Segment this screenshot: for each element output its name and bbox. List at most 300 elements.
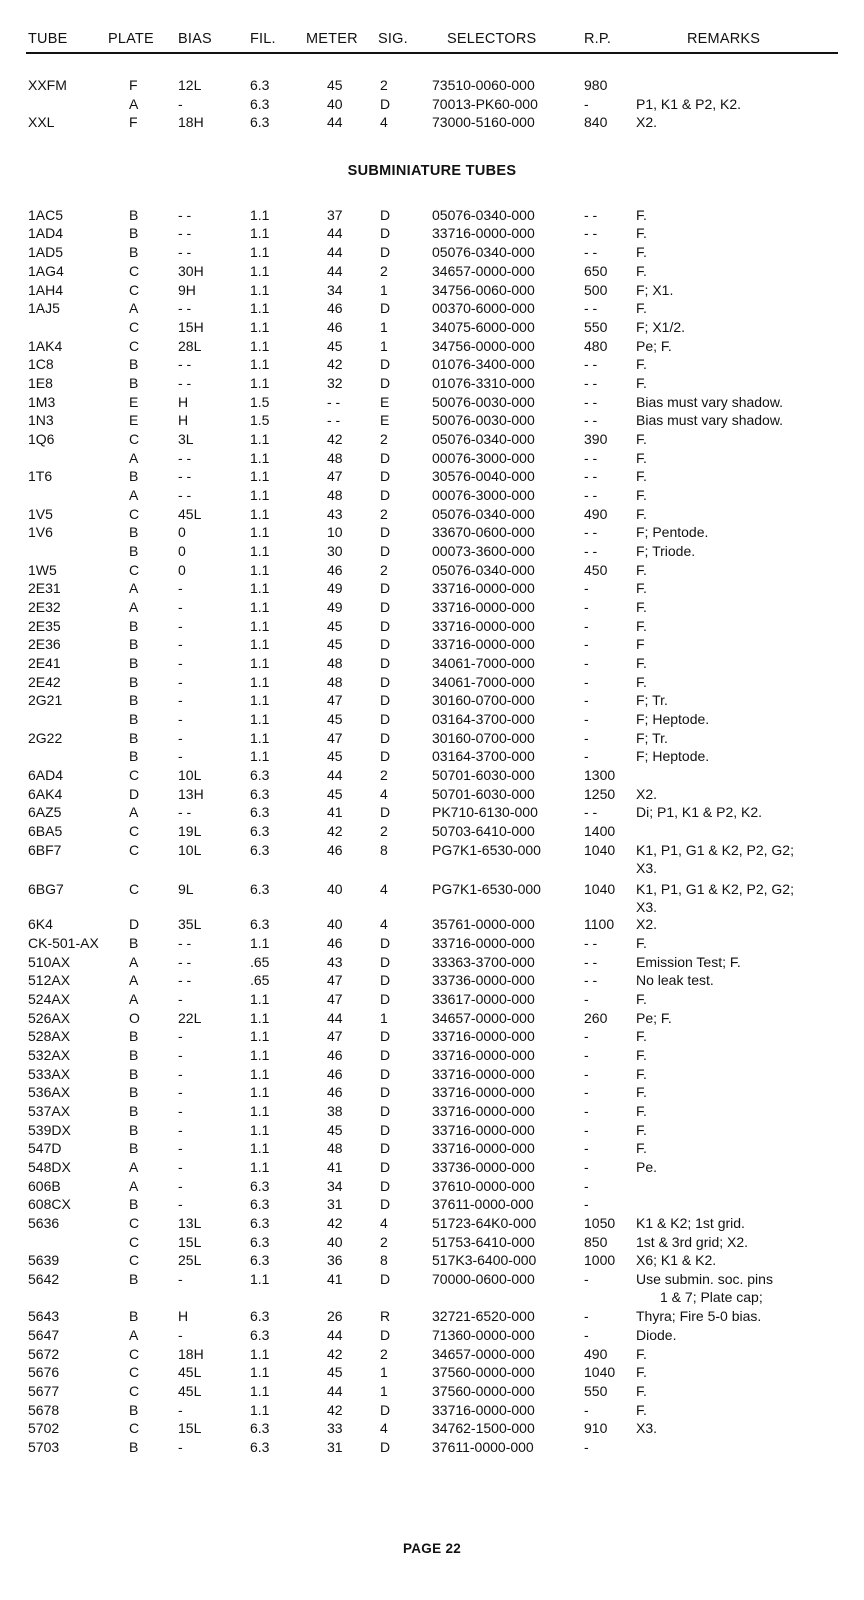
cell-bias: - xyxy=(178,692,183,708)
cell-remarks: F xyxy=(636,636,645,652)
cell-tube: 6K4 xyxy=(28,916,53,932)
table-row xyxy=(0,1233,864,1251)
cell-filament: 6.3 xyxy=(250,114,270,130)
cell-tube: 1AD4 xyxy=(28,225,64,241)
cell-signal: 4 xyxy=(380,1215,388,1231)
cell-bias: 0 xyxy=(178,562,186,578)
cell-signal: D xyxy=(380,1140,391,1156)
cell-tube: 1N3 xyxy=(28,412,54,428)
cell-filament: 1.1 xyxy=(250,524,270,540)
cell-remarks: F. xyxy=(636,1402,647,1418)
cell-remarks: F. xyxy=(636,468,647,484)
cell-tube: 526AX xyxy=(28,1010,71,1026)
cell-tube: 2E35 xyxy=(28,618,61,634)
cell-meter: 46 xyxy=(327,935,343,951)
table-row xyxy=(0,617,864,635)
cell-remarks: F. xyxy=(636,244,647,260)
cell-signal: 1 xyxy=(380,319,388,335)
cell-bias: - xyxy=(178,1196,183,1212)
cell-filament: 6.3 xyxy=(250,881,270,897)
cell-filament: 6.3 xyxy=(250,1215,270,1231)
cell-rp: 910 xyxy=(584,1420,608,1436)
cell-rp: 1000 xyxy=(584,1252,616,1268)
cell-meter: 48 xyxy=(327,1140,343,1156)
cell-remarks: X2. xyxy=(636,114,658,130)
cell-signal: 8 xyxy=(380,842,388,858)
cell-meter: 46 xyxy=(327,1047,343,1063)
cell-filament: 1.1 xyxy=(250,748,270,764)
cell-tube: 512AX xyxy=(28,972,71,988)
cell-filament: 1.1 xyxy=(250,1383,270,1399)
cell-signal: 4 xyxy=(380,916,388,932)
table-row xyxy=(0,430,864,448)
cell-tube: 1M3 xyxy=(28,394,56,410)
table-row xyxy=(0,1363,864,1381)
cell-rp: - xyxy=(584,1140,589,1156)
cell-plate: A xyxy=(129,450,139,466)
cell-signal: D xyxy=(380,599,391,615)
cell-bias: 13L xyxy=(178,1215,202,1231)
cell-bias: - xyxy=(178,1178,183,1194)
cell-filament: 1.1 xyxy=(250,300,270,316)
cell-bias: 22L xyxy=(178,1010,202,1026)
cell-tube: 1V5 xyxy=(28,506,53,522)
cell-rp: - xyxy=(584,636,589,652)
cell-meter: 42 xyxy=(327,356,343,372)
cell-meter: 45 xyxy=(327,786,343,802)
cell-selectors: 30160-0700-000 xyxy=(432,730,535,746)
cell-signal: D xyxy=(380,991,391,1007)
table-row xyxy=(0,1195,864,1213)
cell-selectors: 37611-0000-000 xyxy=(432,1439,534,1455)
cell-tube: 2E42 xyxy=(28,674,61,690)
cell-rp: - xyxy=(584,599,589,615)
cell-filament: 6.3 xyxy=(250,842,270,858)
table-row xyxy=(0,299,864,317)
cell-rp: - xyxy=(584,1028,589,1044)
cell-selectors: 03164-3700-000 xyxy=(432,748,535,764)
cell-tube: 6AK4 xyxy=(28,786,63,802)
cell-filament: 1.1 xyxy=(250,935,270,951)
cell-plate: B xyxy=(129,1084,139,1100)
table-row xyxy=(0,1270,864,1305)
cell-remarks: F. xyxy=(636,1028,647,1044)
cell-meter: 34 xyxy=(327,1178,343,1194)
cell-filament: 1.1 xyxy=(250,506,270,522)
cell-rp: - xyxy=(584,1122,589,1138)
table-row xyxy=(0,990,864,1008)
cell-signal: D xyxy=(380,1402,391,1418)
cell-meter: 48 xyxy=(327,450,343,466)
cell-rp: 500 xyxy=(584,282,608,298)
cell-signal: D xyxy=(380,1178,391,1194)
cell-filament: 1.1 xyxy=(250,1047,270,1063)
cell-filament: 1.1 xyxy=(250,319,270,335)
cell-plate: B xyxy=(129,375,139,391)
cell-meter: 45 xyxy=(327,618,343,634)
cell-bias: - xyxy=(178,618,183,634)
cell-filament: 1.1 xyxy=(250,1122,270,1138)
cell-plate: B xyxy=(129,618,139,634)
cell-filament: 6.3 xyxy=(250,77,270,93)
cell-bias: 18H xyxy=(178,114,204,130)
cell-tube: 528AX xyxy=(28,1028,71,1044)
cell-bias: 9L xyxy=(178,881,194,897)
cell-selectors: 50703-6410-000 xyxy=(432,823,535,839)
header-rp: R.P. xyxy=(584,31,612,47)
header-selectors: SELECTORS xyxy=(447,31,537,47)
cell-meter: 44 xyxy=(327,1327,343,1343)
cell-plate: C xyxy=(129,1383,140,1399)
table-row xyxy=(0,1009,864,1027)
cell-signal: D xyxy=(380,450,391,466)
cell-remarks: F. xyxy=(636,1122,647,1138)
cell-signal: D xyxy=(380,1028,391,1044)
table-row xyxy=(0,411,864,429)
cell-rp: - xyxy=(584,991,589,1007)
cell-rp: - - xyxy=(584,954,598,970)
table-row xyxy=(0,281,864,299)
cell-meter: 10 xyxy=(327,524,343,540)
cell-plate: E xyxy=(129,394,139,410)
cell-filament: 1.1 xyxy=(250,207,270,223)
table-row xyxy=(0,915,864,933)
cell-plate: B xyxy=(129,524,139,540)
cell-rp: - xyxy=(584,1084,589,1100)
cell-filament: 1.1 xyxy=(250,225,270,241)
cell-selectors: 05076-0340-000 xyxy=(432,244,535,260)
cell-rp: - xyxy=(584,711,589,727)
header-tube: TUBE xyxy=(28,31,68,47)
cell-bias: 25L xyxy=(178,1252,202,1268)
cell-rp: 1400 xyxy=(584,823,616,839)
cell-signal: D xyxy=(380,96,391,112)
cell-plate: A xyxy=(129,1178,139,1194)
cell-rp: - - xyxy=(584,375,598,391)
cell-remarks: F; Heptode. xyxy=(636,748,710,764)
cell-bias: - xyxy=(178,1159,183,1175)
cell-remarks: X6; K1 & K2. xyxy=(636,1252,717,1268)
cell-rp: 1300 xyxy=(584,767,616,783)
cell-meter: 40 xyxy=(327,881,343,897)
cell-bias: 12L xyxy=(178,77,202,93)
cell-rp: - xyxy=(584,1178,589,1194)
table-row xyxy=(0,880,864,915)
cell-remarks: F; Tr. xyxy=(636,730,668,746)
cell-plate: C xyxy=(129,1215,140,1231)
cell-bias: - xyxy=(178,1103,183,1119)
cell-bias: 10L xyxy=(178,842,202,858)
header-bias: BIAS xyxy=(178,31,212,47)
cell-signal: 2 xyxy=(380,1346,388,1362)
cell-plate: B xyxy=(129,225,139,241)
cell-plate: B xyxy=(129,1439,139,1455)
table-row xyxy=(0,1419,864,1437)
cell-rp: - - xyxy=(584,935,598,951)
cell-remarks: Bias must vary shadow. xyxy=(636,394,784,410)
cell-bias: H xyxy=(178,412,189,428)
cell-filament: 1.1 xyxy=(250,1402,270,1418)
cell-selectors: 33617-0000-000 xyxy=(432,991,535,1007)
cell-plate: A xyxy=(129,96,139,112)
cell-selectors: 70000-0600-000 xyxy=(432,1271,535,1287)
cell-filament: 1.1 xyxy=(250,1103,270,1119)
cell-remarks: Pe; F. xyxy=(636,1010,672,1026)
cell-meter: 44 xyxy=(327,114,343,130)
cell-remarks: 1st & 3rd grid; X2. xyxy=(636,1234,749,1250)
cell-remarks: K1 & K2; 1st grid. xyxy=(636,1215,745,1231)
cell-signal: D xyxy=(380,524,391,540)
cell-bias: - - xyxy=(178,375,192,391)
cell-bias: - xyxy=(178,96,183,112)
cell-remarks: F; Tr. xyxy=(636,692,668,708)
cell-tube: XXFM xyxy=(28,77,67,93)
cell-selectors: 33716-0000-000 xyxy=(432,580,535,596)
cell-rp: - xyxy=(584,580,589,596)
cell-selectors: 51753-6410-000 xyxy=(432,1234,535,1250)
cell-meter: 44 xyxy=(327,767,343,783)
cell-remarks: Use submin. soc. pins xyxy=(636,1271,773,1287)
cell-rp: 840 xyxy=(584,114,608,130)
header-rule xyxy=(26,52,838,54)
cell-tube: 5643 xyxy=(28,1308,60,1324)
cell-bias: - - xyxy=(178,244,192,260)
cell-selectors: 517K3-6400-000 xyxy=(432,1252,537,1268)
cell-rp: 260 xyxy=(584,1010,608,1026)
cell-bias: - - xyxy=(178,356,192,372)
cell-filament: 6.3 xyxy=(250,786,270,802)
cell-signal: 1 xyxy=(380,282,388,298)
cell-selectors: 00076-3000-000 xyxy=(432,450,535,466)
cell-filament: 1.1 xyxy=(250,1346,270,1362)
cell-bias: 45L xyxy=(178,1383,202,1399)
cell-remarks: Diode. xyxy=(636,1327,677,1343)
cell-remarks: F. xyxy=(636,300,647,316)
cell-filament: 1.1 xyxy=(250,431,270,447)
cell-signal: R xyxy=(380,1308,391,1324)
cell-plate: A xyxy=(129,580,139,596)
cell-selectors: 33670-0600-000 xyxy=(432,524,535,540)
cell-rp: - xyxy=(584,1308,589,1324)
cell-meter: 43 xyxy=(327,954,343,970)
table-row xyxy=(0,579,864,597)
cell-selectors: 05076-0340-000 xyxy=(432,207,535,223)
cell-bias: - xyxy=(178,674,183,690)
cell-filament: 6.3 xyxy=(250,1420,270,1436)
cell-filament: 6.3 xyxy=(250,804,270,820)
table-row xyxy=(0,1121,864,1139)
cell-signal: D xyxy=(380,954,391,970)
cell-bias: 45L xyxy=(178,506,202,522)
cell-selectors: 33716-0000-000 xyxy=(432,1140,535,1156)
cell-remarks: F. xyxy=(636,674,647,690)
cell-filament: 6.3 xyxy=(250,767,270,783)
cell-bias: 15H xyxy=(178,319,204,335)
cell-bias: - xyxy=(178,1122,183,1138)
cell-remarks: F. xyxy=(636,1103,647,1119)
cell-filament: 1.1 xyxy=(250,1159,270,1175)
cell-tube: 537AX xyxy=(28,1103,71,1119)
cell-tube: 6AD4 xyxy=(28,767,64,783)
cell-filament: 6.3 xyxy=(250,1439,270,1455)
cell-rp: - xyxy=(584,96,589,112)
cell-plate: B xyxy=(129,730,139,746)
cell-bias: 15L xyxy=(178,1420,202,1436)
cell-filament: 1.5 xyxy=(250,412,270,428)
header-plate: PLATE xyxy=(108,31,154,47)
table-row xyxy=(0,561,864,579)
cell-signal: D xyxy=(380,487,391,503)
cell-tube: 2E32 xyxy=(28,599,61,615)
cell-plate: B xyxy=(129,1402,139,1418)
cell-selectors: PG7K1-6530-000 xyxy=(432,842,541,858)
cell-signal: D xyxy=(380,300,391,316)
table-row xyxy=(0,654,864,672)
cell-tube: 547D xyxy=(28,1140,62,1156)
cell-rp: 450 xyxy=(584,562,608,578)
cell-tube: 1AD5 xyxy=(28,244,64,260)
cell-selectors: 05076-0340-000 xyxy=(432,431,535,447)
header-sig: SIG. xyxy=(378,31,408,47)
cell-signal: D xyxy=(380,636,391,652)
cell-bias: 45L xyxy=(178,1364,202,1380)
cell-signal: 1 xyxy=(380,1383,388,1399)
cell-plate: B xyxy=(129,1196,139,1212)
cell-selectors: 71360-0000-000 xyxy=(432,1327,535,1343)
cell-tube: 1C8 xyxy=(28,356,54,372)
cell-rp: - xyxy=(584,1196,589,1212)
cell-plate: B xyxy=(129,692,139,708)
cell-signal: D xyxy=(380,375,391,391)
cell-filament: 1.1 xyxy=(250,674,270,690)
cell-tube: 6BF7 xyxy=(28,842,62,858)
cell-meter: 33 xyxy=(327,1420,343,1436)
cell-filament: 1.1 xyxy=(250,356,270,372)
cell-rp: 550 xyxy=(584,1383,608,1399)
cell-meter: 41 xyxy=(327,1271,343,1287)
cell-filament: 1.1 xyxy=(250,711,270,727)
cell-remarks: F. xyxy=(636,618,647,634)
cell-meter: 48 xyxy=(327,487,343,503)
cell-filament: 1.1 xyxy=(250,599,270,615)
table-row xyxy=(0,224,864,242)
cell-selectors: 01076-3400-000 xyxy=(432,356,535,372)
cell-remarks: X3. xyxy=(636,1420,658,1436)
cell-rp: - xyxy=(584,618,589,634)
cell-meter: 47 xyxy=(327,730,343,746)
cell-tube: 5639 xyxy=(28,1252,60,1268)
cell-bias: - - xyxy=(178,207,192,223)
cell-meter: 44 xyxy=(327,225,343,241)
table-row xyxy=(0,374,864,392)
cell-tube: CK-501-AX xyxy=(28,935,99,951)
cell-tube: 1T6 xyxy=(28,468,53,484)
cell-selectors: 37610-0000-000 xyxy=(432,1178,535,1194)
cell-plate: C xyxy=(129,338,140,354)
cell-filament: 1.1 xyxy=(250,1084,270,1100)
cell-plate: B xyxy=(129,244,139,260)
cell-tube: 2E41 xyxy=(28,655,61,671)
cell-meter: 30 xyxy=(327,543,343,559)
cell-filament: 1.1 xyxy=(250,450,270,466)
cell-selectors: 05076-0340-000 xyxy=(432,506,535,522)
cell-meter: 46 xyxy=(327,319,343,335)
cell-signal: D xyxy=(380,580,391,596)
cell-selectors: 51723-64K0-000 xyxy=(432,1215,537,1231)
cell-rp: - - xyxy=(584,394,598,410)
cell-signal: D xyxy=(380,692,391,708)
cell-meter: 42 xyxy=(327,1215,343,1231)
cell-bias: - xyxy=(178,1066,183,1082)
cell-filament: 1.1 xyxy=(250,730,270,746)
cell-selectors: 33736-0000-000 xyxy=(432,1159,535,1175)
table-row xyxy=(0,262,864,280)
cell-tube: 5672 xyxy=(28,1346,60,1362)
cell-filament: 1.1 xyxy=(250,1028,270,1044)
cell-filament: 1.1 xyxy=(250,636,270,652)
cell-plate: B xyxy=(129,655,139,671)
cell-selectors: 00076-3000-000 xyxy=(432,487,535,503)
cell-plate: D xyxy=(129,916,140,932)
cell-remarks: Pe; F. xyxy=(636,338,672,354)
cell-bias: - xyxy=(178,1140,183,1156)
cell-rp: - - xyxy=(584,543,598,559)
cell-bias: 35L xyxy=(178,916,202,932)
cell-bias: - xyxy=(178,1028,183,1044)
cell-meter: 45 xyxy=(327,711,343,727)
cell-bias: 13H xyxy=(178,786,204,802)
cell-selectors: 50701-6030-000 xyxy=(432,767,535,783)
cell-signal: D xyxy=(380,356,391,372)
cell-meter: 48 xyxy=(327,674,343,690)
cell-meter: 41 xyxy=(327,1159,343,1175)
cell-remarks: F. xyxy=(636,431,647,447)
cell-remarks: F. xyxy=(636,599,647,615)
cell-tube: 6BA5 xyxy=(28,823,63,839)
cell-filament: 1.1 xyxy=(250,580,270,596)
cell-plate: B xyxy=(129,711,139,727)
cell-signal: 4 xyxy=(380,114,388,130)
cell-rp: - - xyxy=(584,450,598,466)
cell-plate: A xyxy=(129,487,139,503)
cell-meter: 46 xyxy=(327,1066,343,1082)
cell-meter: 44 xyxy=(327,263,343,279)
cell-bias: 30H xyxy=(178,263,204,279)
table-row xyxy=(0,803,864,821)
header-meter: METER xyxy=(306,31,358,47)
cell-rp: 490 xyxy=(584,1346,608,1362)
cell-filament: 1.1 xyxy=(250,1066,270,1082)
cell-signal: 2 xyxy=(380,562,388,578)
cell-remarks: F. xyxy=(636,263,647,279)
cell-remarks: F; Heptode. xyxy=(636,711,710,727)
cell-signal: 2 xyxy=(380,1234,388,1250)
cell-remarks: K1, P1, G1 & K2, P2, G2; xyxy=(636,881,794,897)
cell-selectors: 30576-0040-000 xyxy=(432,468,535,484)
cell-filament: 1.1 xyxy=(250,375,270,391)
cell-tube: 1AK4 xyxy=(28,338,63,354)
cell-bias: - - xyxy=(178,935,192,951)
cell-signal: D xyxy=(380,1196,391,1212)
cell-meter: 45 xyxy=(327,636,343,652)
cell-signal: E xyxy=(380,394,390,410)
cell-rp: - - xyxy=(584,300,598,316)
cell-selectors: 33363-3700-000 xyxy=(432,954,535,970)
table-row xyxy=(0,1139,864,1157)
cell-rp: - - xyxy=(584,412,598,428)
cell-filament: 1.1 xyxy=(250,244,270,260)
cell-plate: B xyxy=(129,674,139,690)
